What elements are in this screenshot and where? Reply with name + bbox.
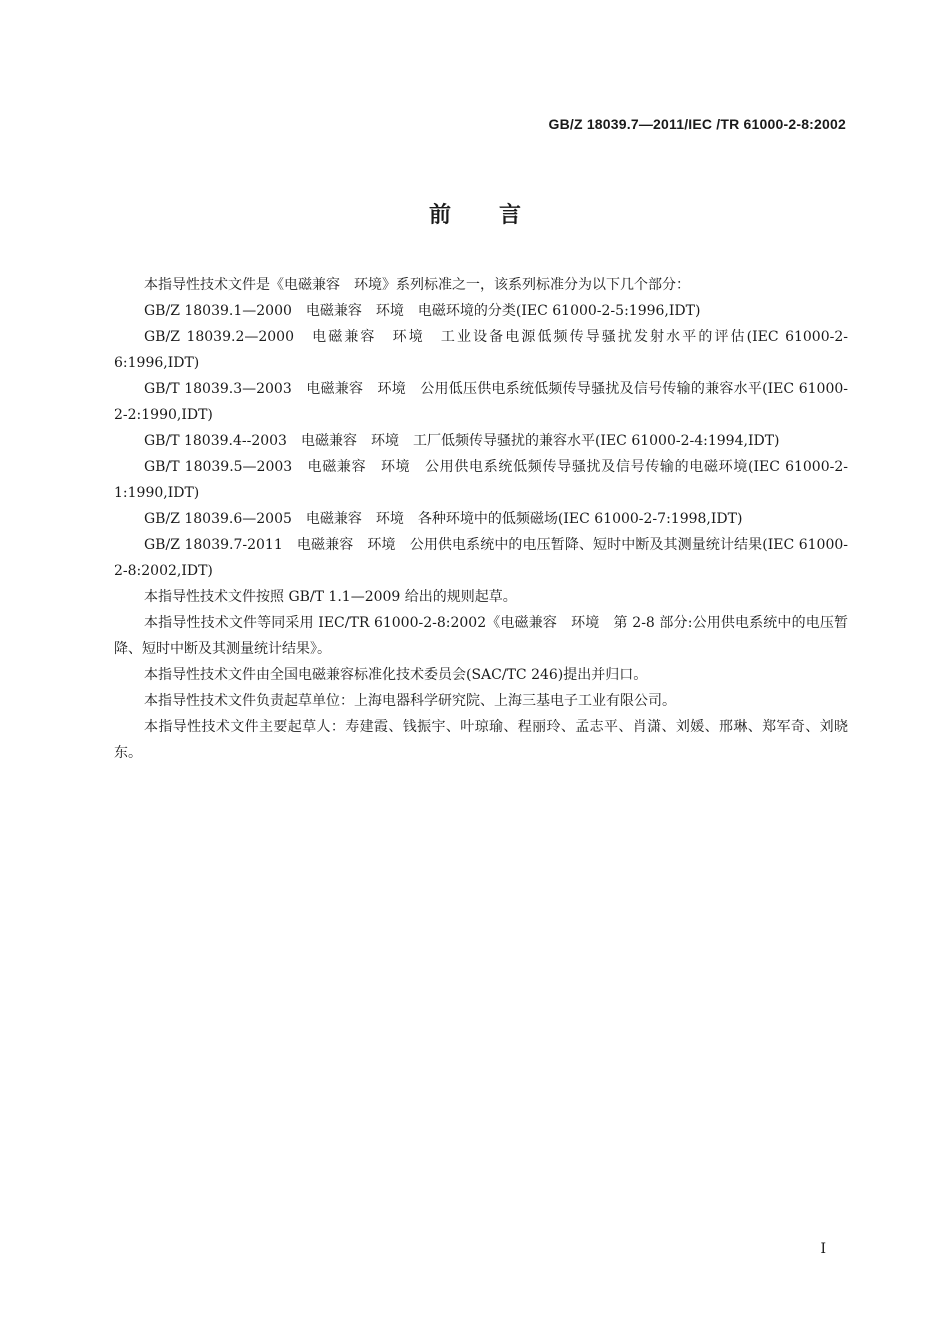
page-title: 前言 bbox=[428, 203, 569, 228]
standard-part-6: GB/Z 18039.6—2005 电磁兼容 环境 各种环境中的低频磁场(IEC 61000-2-7:1998,IDT) bbox=[144, 511, 743, 527]
standard-part-4: GB/T 18039.4--2003 电磁兼容 环境 工厂低频传导骚扰的兼容水平(IEC 61000-2-4:1994,IDT) bbox=[144, 433, 780, 449]
standard-part-7: GB/Z 18039.7-2011 电磁兼容 环境 公用供电系统中的电压暂降、短时中断及其测量统计结果(IEC 61000-2-8:2002,IDT) bbox=[114, 537, 848, 579]
intro-paragraph: 本指导性技术文件是《电磁兼容 环境》系列标准之一，该系列标准分为以下几个部分： bbox=[144, 277, 690, 293]
standard-part-2: GB/Z 18039.2—2000 电磁兼容 环境 工业设备电源低频传导骚扰发射水平的评估(IEC 61000-2-6:1996,IDT) bbox=[114, 329, 848, 371]
proposer-paragraph: 本指导性技术文件由全国电磁兼容标准化技术委员会(SAC/TC 246)提出并归口。 bbox=[144, 667, 648, 683]
foreword-body bbox=[114, 272, 848, 766]
standard-code-header: GB/Z 18039.7—2011/IEC /TR 61000-2-8:2002 bbox=[548, 116, 846, 132]
drafting-units-paragraph: 本指导性技术文件负责起草单位：上海电器科学研究院、上海三基电子工业有限公司。 bbox=[144, 693, 676, 709]
standard-part-3: GB/T 18039.3—2003 电磁兼容 环境 公用低压供电系统低频传导骚扰及信号传输的兼容水平(IEC 61000-2-2:1990,IDT) bbox=[114, 381, 848, 423]
adoption-paragraph: 本指导性技术文件等同采用 IEC/TR 61000-2-8:2002《电磁兼容 环境 第 2-8 部分:公用供电系统中的电压暂降、短时中断及其测量统计结果》。 bbox=[114, 615, 848, 657]
standard-part-1: GB/Z 18039.1—2000 电磁兼容 环境 电磁环境的分类(IEC 61000-2-5:1996,IDT) bbox=[144, 303, 701, 319]
standard-part-5: GB/T 18039.5—2003 电磁兼容 环境 公用供电系统低频传导骚扰及信号传输的电磁环境(IEC 61000-2-1:1990,IDT) bbox=[114, 459, 848, 501]
drafters-paragraph: 本指导性技术文件主要起草人：寿建霞、钱振宇、叶琼瑜、程丽玲、孟志平、肖潇、刘媛、邢琳、郑军奇、刘晓东。 bbox=[114, 719, 848, 761]
drafting-rules-paragraph: 本指导性技术文件按照 GB/T 1.1—2009 给出的规则起草。 bbox=[144, 589, 517, 605]
page-number: I bbox=[820, 1241, 826, 1257]
